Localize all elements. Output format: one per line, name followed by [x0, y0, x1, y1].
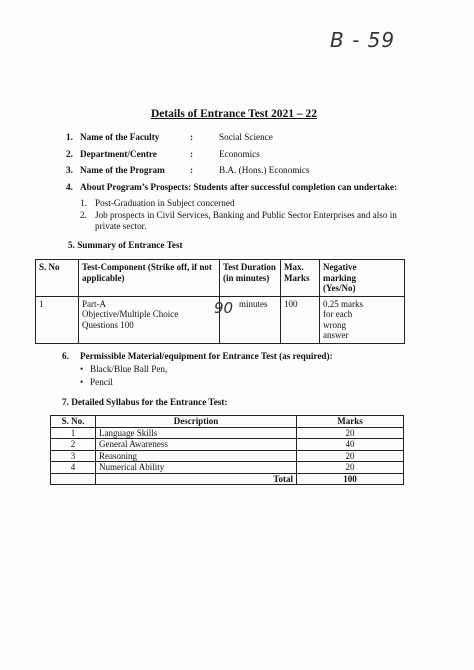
field-department-value: Economics [219, 149, 260, 159]
syllabus-row-sno: 4 [51, 462, 96, 474]
field-department-label: Department/Centre [80, 149, 157, 159]
document-title-text: Details of Entrance Test 2021 – 22 [150, 108, 318, 120]
field-program-label: Name of the Program [80, 165, 165, 175]
field-program-value: B.A. (Hons.) Economics [219, 165, 310, 175]
summary-row-negative [320, 296, 405, 343]
summary-row-component-line3: Questions 100 [82, 319, 134, 330]
summary-row-negative-line4: answer [323, 330, 349, 340]
field-1-number: 1. [66, 132, 73, 142]
syllabus-total-marks: 100 [297, 473, 404, 485]
material-item-pen: • Black/Blue Ball Pen, [90, 363, 167, 375]
prospect-2-text-line2: private sector. [95, 221, 147, 231]
summary-header-marks-line2: Marks [284, 272, 310, 283]
syllabus-row-description: General Awareness [96, 439, 297, 451]
summary-header-negative-line1: Negative [323, 262, 357, 272]
syllabus-total-empty [51, 473, 96, 485]
summary-header-duration-line1: Test Duration [223, 262, 276, 272]
summary-row-sno: 1 [36, 296, 79, 343]
handwritten-duration: 90 [214, 298, 234, 317]
table-row [51, 427, 404, 439]
syllabus-row-marks: 20 [297, 427, 404, 439]
field-2-number: 2. [66, 149, 73, 159]
summary-header-component-line2: applicable) [82, 272, 125, 283]
syllabus-table [50, 415, 404, 485]
summary-row-negative-line3: wrong [323, 319, 346, 330]
summary-header-negative-line2: marking [323, 272, 357, 283]
syllabus-row-sno: 3 [51, 450, 96, 462]
summary-row-component-line1: Part-A [82, 298, 106, 309]
summary-data-row [36, 296, 405, 343]
prospect-2-text-line1: Job prospects in Civil Services, Banking and Public Sector Enterprises and also in [95, 210, 397, 220]
summary-row-marks: 100 [281, 296, 320, 343]
table-row [51, 462, 404, 474]
syllabus-header-row [51, 416, 404, 428]
summary-header-sno: S. No [36, 260, 79, 297]
materials-heading: Permissible Material/equipment for Entrance Test (as required): [80, 351, 333, 361]
prospect-1-number: 1. [80, 198, 87, 208]
summary-header-duration-line2: (in minutes) [223, 272, 270, 283]
field-program-colon: : [190, 165, 194, 175]
summary-row-duration-unit: minutes [239, 298, 268, 309]
syllabus-row-marks: 20 [297, 450, 404, 462]
table-row [51, 450, 404, 462]
field-department-colon: : [190, 149, 194, 159]
summary-header-negative [320, 260, 405, 297]
field-faculty-label: Name of the Faculty [80, 132, 160, 142]
summary-header-duration [220, 260, 281, 297]
prospect-1-text: Post-Graduation in Subject concerned [95, 198, 235, 208]
syllabus-total-label: Total [96, 473, 297, 485]
summary-table [35, 259, 405, 344]
summary-header-marks-line1: Max. [284, 262, 304, 272]
syllabus-heading: 7. Detailed Syllabus for the Entrance Test: [62, 397, 228, 407]
summary-header-row [36, 260, 405, 297]
summary-row-component-line2: Objective/Multiple Choice [82, 309, 179, 319]
syllabus-header-sno: S. No. [51, 416, 96, 428]
syllabus-total-row [51, 473, 404, 485]
materials-number: 6. [62, 351, 69, 361]
material-item-pencil: • Pencil [90, 376, 113, 388]
summary-heading: 5. Summary of Entrance Test [68, 240, 183, 250]
syllabus-row-marks: 20 [297, 462, 404, 474]
field-faculty-colon: : [190, 132, 194, 142]
summary-header-negative-line3: (Yes/No) [323, 283, 356, 293]
syllabus-row-description: Numerical Ability [96, 462, 297, 474]
prospects-heading: About Program’s Prospects: Students after successful completion can undertake: [80, 182, 398, 192]
summary-header-component-line1: Test-Component (Strike off, if not [82, 262, 212, 272]
summary-header-marks [281, 260, 320, 297]
table-row [51, 439, 404, 451]
summary-row-negative-line2: for each [323, 309, 353, 319]
prospect-2-number: 2. [80, 210, 87, 220]
summary-row-duration [214, 296, 281, 343]
summary-row-component [79, 296, 220, 343]
syllabus-row-description: Language Skills [96, 427, 297, 439]
syllabus-row-sno: 1 [51, 427, 96, 439]
syllabus-row-sno: 2 [51, 439, 96, 451]
field-3-number: 3. [66, 165, 73, 175]
summary-header-component [79, 260, 220, 297]
prospects-number: 4. [66, 182, 73, 192]
syllabus-header-marks: Marks [297, 416, 404, 428]
syllabus-header-description: Description [96, 416, 297, 428]
handwritten-page-number: B - 59 [330, 28, 396, 52]
document-title [0, 108, 474, 120]
summary-row-negative-line1: 0.25 marks [323, 298, 363, 309]
field-faculty-value: Social Science [219, 132, 273, 142]
syllabus-row-marks: 40 [297, 439, 404, 451]
syllabus-row-description: Reasoning [96, 450, 297, 462]
